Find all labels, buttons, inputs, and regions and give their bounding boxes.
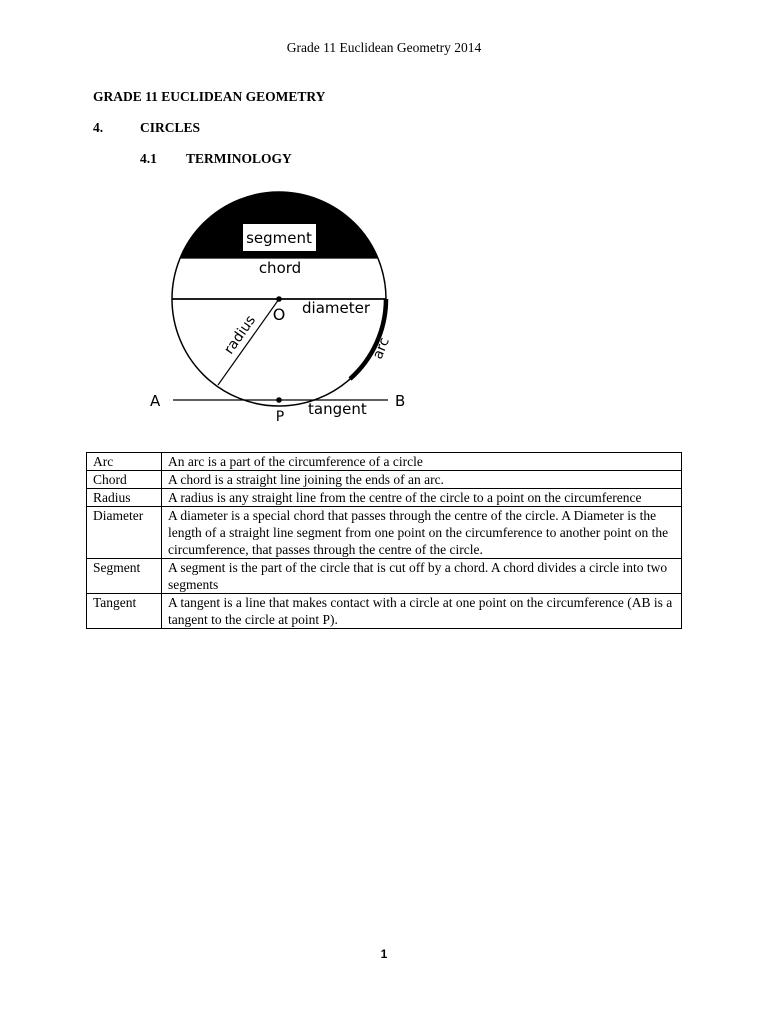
table-row [87,559,682,594]
term-cell: Segment [87,559,162,594]
center-label: O [272,305,286,324]
point-a-label: A [150,392,161,410]
document-title: GRADE 11 EUCLIDEAN GEOMETRY [93,89,326,104]
term-cell: Radius [87,489,162,507]
term-cell: Tangent [87,594,162,629]
definition-cell: A radius is any straight line from the centre of the circle to a point on the circumference [162,489,682,507]
table-row [87,594,682,629]
radius-label: radius [221,312,260,358]
table-row [87,471,682,489]
section-heading [93,120,200,136]
definition-cell: An arc is a part of the circumference of a circle [162,453,682,471]
diameter-label: diameter [302,299,370,317]
definition-cell: A tangent is a line that makes contact with a circle at one point on the circumference (AB is a tangent to the circle at point P). [162,594,682,629]
terminology-table [86,452,682,629]
term-cell: Chord [87,471,162,489]
term-cell: Arc [87,453,162,471]
table-row [87,507,682,559]
segment-label: segment [246,229,312,247]
definition-cell: A chord is a straight line joining the ends of an arc. [162,471,682,489]
subsection-number: 4.1 [140,151,157,166]
tangent-point [276,397,282,403]
tangent-label: tangent [308,400,367,418]
term-cell: Diameter [87,507,162,559]
point-b-label: B [395,392,406,410]
table-row [87,453,682,471]
circle-diagram-svg [140,190,430,435]
running-header: Grade 11 Euclidean Geometry 2014 [286,40,482,55]
point-p-label: P [275,409,285,425]
table-row [87,489,682,507]
page-number: 1 [380,947,388,961]
section-title: CIRCLES [140,120,201,135]
section-number: 4. [93,120,104,135]
definition-cell: A segment is the part of the circle that is cut off by a chord. A chord divides a circle into two segments [162,559,682,594]
circle-terminology-diagram [140,190,430,435]
subsection-title: TERMINOLOGY [186,151,292,166]
definition-cell: A diameter is a special chord that passes through the centre of the circle. A Diameter is the length of a straight line segment from one point on the circumference to another point on the circumference, that passes through the centre of the circle. [162,507,682,559]
arc-label: arc [369,335,393,362]
chord-label: chord [258,259,302,277]
subsection-heading [140,151,292,167]
